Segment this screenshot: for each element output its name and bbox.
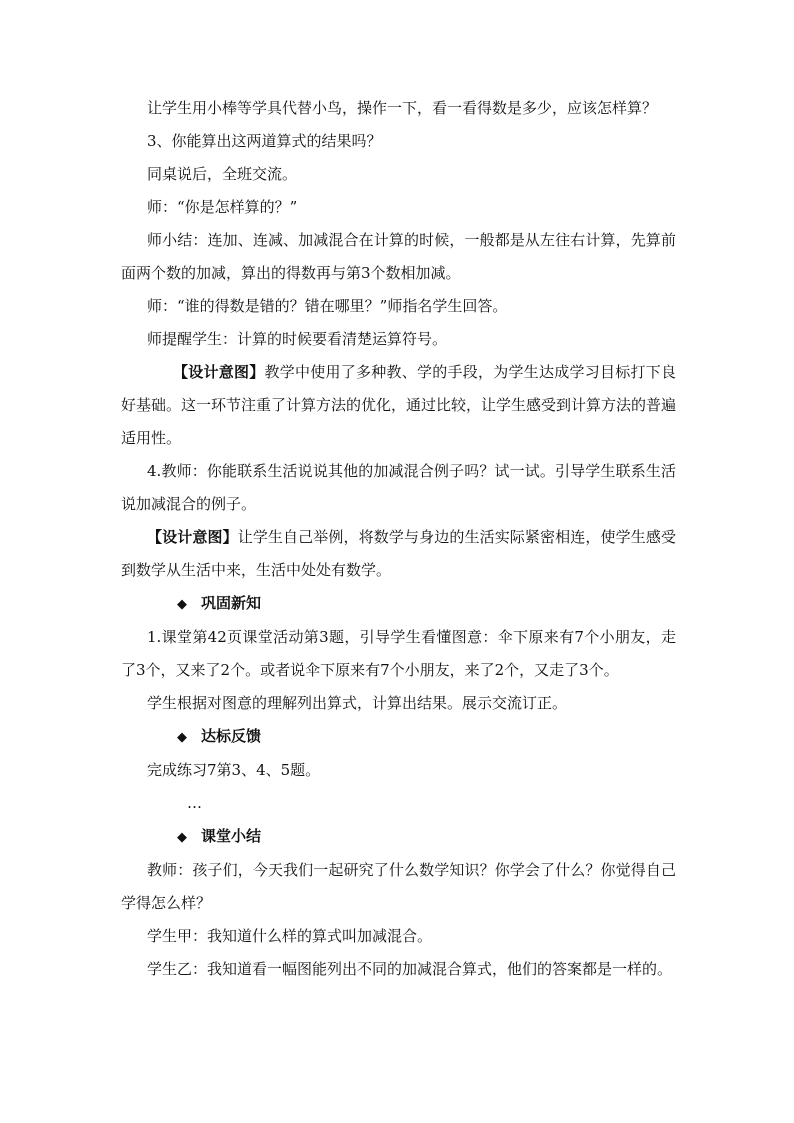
paragraph-7: 师提醒学生：计算的时候要看清楚运算符号。: [147, 330, 448, 348]
design-intent-label: 【设计意图】: [173, 363, 265, 381]
diamond-bullet-icon: ◆: [177, 597, 187, 612]
paragraph-2: 3、你能算出这两道算式的结果吗？: [147, 132, 382, 150]
paragraph-3: 同桌说后，全班交流。: [147, 165, 298, 183]
paragraph-5: 师小结：连加、连减、加减混合在计算的时候，一般都是从左往右计算，先算前面两个数的加减，算出的得数再与第3个数相加减。: [121, 231, 676, 282]
design-intent-paragraph-2: [121, 521, 676, 587]
paragraph-11: 1.课堂第42页课堂活动第3题，引导学生看懂图意：伞下原来有7个小朋友，走了3个，又来了2个。或者说伞下原来有7个小朋友，来了2个，又走了3个。: [121, 628, 676, 679]
paragraph-12: 学生根据对图意的理解列出算式，计算出结果。展示交流订正。: [147, 694, 568, 712]
paragraph-1: 让学生用小棒等学具代替小鸟，操作一下，看一看得数是多少，应该怎样算？: [147, 99, 658, 117]
heading-text: 课堂小结: [201, 827, 262, 845]
heading-text: 巩固新知: [201, 594, 262, 612]
design-intent-label: 【设计意图】: [147, 528, 238, 546]
paragraph-15: 学生甲：我知道什么样的算式叫加减混合。: [147, 927, 433, 945]
section-heading-summary: [121, 820, 676, 854]
design-intent-text: 教学中使用了多种教、学的手段，为学生达成学习目标打下良好基础。这一环节注重了计算方法的优化，通过比较，让学生感受到计算方法的普遍适用性。: [121, 363, 677, 447]
section-heading-consolidate: [121, 587, 676, 621]
paragraph-14: 教师：孩子们，今天我们一起研究了什么数学知识？你学会了什么？你觉得自己学得怎么样？: [121, 861, 676, 912]
document-body: [121, 92, 676, 986]
paragraph-13: 完成练习7第3、4、5题。: [147, 761, 321, 779]
design-intent-paragraph-1: [121, 356, 676, 455]
ellipsis: …: [187, 794, 203, 812]
section-heading-feedback: [121, 720, 676, 754]
paragraph-16: 学生乙：我知道看一幅图能列出不同的加减混合算式，他们的答案都是一样的。: [147, 960, 673, 978]
paragraph-6: 师：“谁的得数是错的？错在哪里？”师指名学生回答。: [147, 297, 508, 315]
heading-text: 达标反馈: [201, 727, 262, 745]
diamond-bullet-icon: ◆: [177, 830, 187, 845]
paragraph-9: 4.教师：你能联系生活说说其他的加减混合例子吗？试一试。引导学生联系生活说加减混合的例子。: [121, 462, 676, 513]
design-intent-text: 让学生自己举例，将数学与身边的生活实际紧密相连，使学生感受到数学从生活中来，生活中处处有数学。: [121, 528, 676, 579]
diamond-bullet-icon: ◆: [177, 730, 187, 745]
paragraph-4: 师：“你是怎样算的？”: [147, 198, 298, 216]
